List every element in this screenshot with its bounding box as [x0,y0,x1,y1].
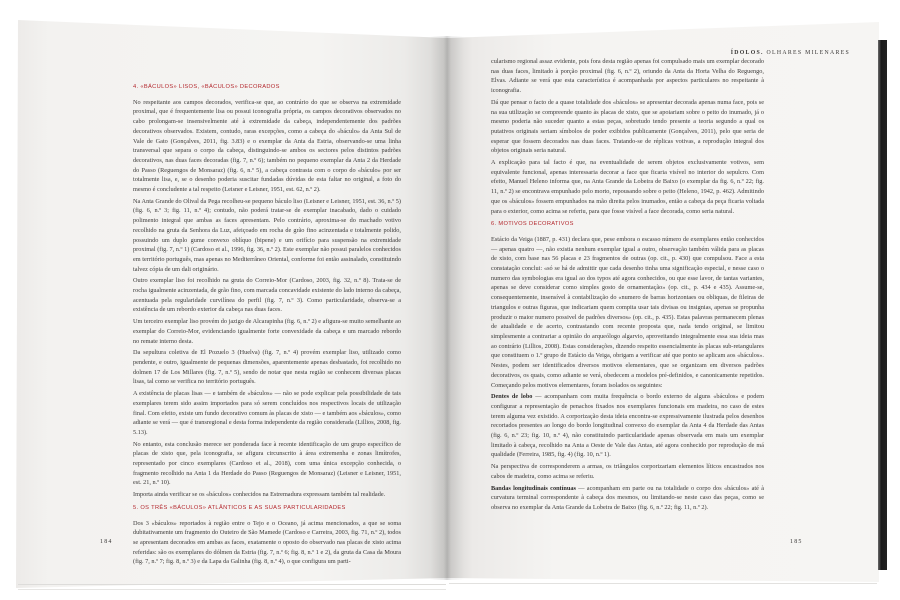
definition-term: Bandas longitudinais contínuas [491,484,576,492]
paragraph: Na perspectiva de corresponderem a armas, os triângulos corporizariam elementos líticos encastrados nos cabos de madeira, como acima se referiu. [491,463,764,480]
page-stack-edge-left [18,584,446,590]
right-page-text [491,57,764,515]
paragraph: cularismo regional assaz evidente, pois fora desta região apenas foi compulsado mais um exemplar decorado nas duas faces, limitado à porção proximal (fig. 6, n.º 2), oriundo da Anta da Horta Velha do Reguengo, Elvas. Adiante se verá que esta característica é acompanhada por aspectos particulares no respeitante à iconografia. [491,58,764,95]
section-heading: 5. OS TRÊS «BÁCULOS» ATLÂNTICOS E AS SUAS PARTICULARIDADES [133,504,346,511]
paragraph: No entanto, esta conclusão merece ser ponderada face à recente identificação de um grupo específico de placas de xisto que, pela iconografia, se afigura circunscrito à área extremenha e zonas limítrofes, representado por cinco exemplares (Cardoso et al., 2018), com uma única excepção conhecida, o fragmento recolhido na Anta 1 da Herdade do Passo (Reguengos de Monsaraz) (Leisner e Leisner, 1951, est. 21, n.º 10). [133,440,401,487]
section-heading: 6. MOTIVOS DECORATIVOS [491,221,574,228]
paragraph: Importa ainda verificar se os «báculos» conhecidos na Estremadura expressam também tal realidade. [133,491,386,499]
left-page-text [133,83,401,569]
paragraph: Dos 3 «báculos» reportados à região entre o Tejo e o Oceano, já acima mencionados, a que se soma dubitativamente um fragmento do Outeiro de São Mamede (Cardoso e Carreira, 2003, fig. 71, n.º 2), todos se apresentam decorados em ambas as faces, exatamente o oposto do observado nas placas de xisto acima referidas: são os exemplares do dólmen da Estria (fig. 7, n.º 6; fig. 8, n.º 1 e 2), da gruta da Casa da Moura (fig. 7, n.º 7; fig. 8, n.º 3) e da Lapa da Galinha (fig. 8, n.º 4), o que configura um parti- [133,519,401,566]
paragraph: Estácio da Veiga (1887, p. 431) declara que, pese embora o escasso número de exemplares então conhecidos — apenas quatro —, não existia nenhum exemplar igual a outro, observação também válida para as placas de xisto, com base nas 56 placas e 23 fragmentos de outras (op. cit., p. 430) que compulsou. Face a esta constatação conclui: «só se há de admittir que cada desenho tinha uma significação especial, e nesse caso o numero das symbologias era igual ao dos typos até agora conhecidos, ou que esse lavor, de tantas variantes, apenas se deve considerar como simples gosto de ornamentação» (op. cit., p. 434 e 435). Assume-se, consequentemente, insensível à contabilização do «numero de barras horizontaes ou obliquas, de fileiras de triangulos e outras figuras, que indicariam quem compita usar tais divisas ou insignias, apenas se propunha produzir o maior numero possivel de padrões diversos» (op. cit., p. 435). Estas palavras permanecem plenas de atualidade e de acerto, contrastando com recente proposta que, nada tendo original, se limitou simplesmente a contrariar a opinião do arqueólogo algarvio, aproveitando integralmente essa sua ideia mas ao contrário (Lillios, 2008). Estas considerações, dizendo respeito essencialmente às placas sub-retangulares que constituem o 1.º grupo de Estácio da Veiga, obrigam a verificar até que ponto se aplicam aos «báculos». Nestes, podem ser identificados diversos motivos elementares, que se organizam em diversos padrões decorativos, os quais, como adiante se verá, obedecem a modelos pré-definidos, e canonicamente repetidos. Começando pelos motivos elementares, foram isolados os seguintes: [491,235,764,389]
paragraph: No respeitante aos campos decorados, verifica-se que, ao contrário do que se observa na extremidade proximal, que é frequentemente lisa ou possui iconografia própria, os campos decorativos observados no cabo prolongam-se insensivelmente até à extremidade da cabeça, independentemente dos padrões decorativos observados. Existem, contudo, raras excepções, como a cabeça do «báculo» da Anta Sul de Vale de Gato (Gonçalves, 2011, fig. 3.83) e o exemplar da Anta da Estria, observando-se uma linha transversal que separa o corpo da cabeça, distinguindo-se ambos os sectores pelos distintos padrões decorativos, nas duas faces decoradas (fig. 7, n.º 6); também no pequeno exemplar da Anta 2 da Herdade do Passo (Reguengos de Monsaraz) (fig. 6, n.º 5), a cabeça contrasta com o corpo do «báculo» por ser totalmente lisa, e, se o desenho poderia suscitar fundadas dúvidas de esta faltar no original, a foto do mesmo é concludente a tal respeito (Leisner e Leisner, 1951, est. 62, n.º 2). [133,98,401,194]
definition-paragraph [491,484,764,513]
definition-text: — acompanham em parte ou na totalidade o corpo dos «báculos» até à curvatura terminal correspondente à cabeça dos mesmos, ou limitando-se neste caso das peças, como se observa no exemplar da Anta Grande da Lobeira de Baixo (fig. 6, n.º 22; fig. 11, n.º 2). [491,484,764,511]
page-stack-edge-right [449,580,877,584]
paragraph: Dá que pensar o facto de a quase totalidade dos «báculos» se apresentar decorada apenas numa face, pois se na sua utilização se compreende quanto às placas de xisto, que se apoiariam sobre o peito do inumado, já o mesmo poderia não suceder quanto a estas peças, sobretudo tendo presente a teoria segundo a qual os putativos originais seriam símbolos de poder exibidos publicamente (Gonçalves, 2011), pelo que seria de esperar que fossem decorados nas duas faces. Tratando-se de réplicas votivas, a reprodução integral dos objetos originais seria natural. [491,98,764,155]
running-header-subtitle: OLHARES MILENARES [766,50,850,56]
definition-term: Dentes de lobo [491,393,533,401]
paragraph: Outro exemplar liso foi recolhido na gruta do Correio-Mor (Cardoso, 2003, fig. 32, n.º 8). Trata-se de rocha igualmente acinzentada, de grão fino, com marcada concavidade existente do lado interno da cabeça, acentuada pela regularidade curvilínea do perfil (fig. 7, n.º 3). Como particularidade, observa-se a existência de um rebordo exterior da cabeça nas duas faces. [133,277,401,314]
paragraph: Na Anta Grande do Olival da Pega recolheu-se pequeno báculo liso (Leisner e Leisner, 1951, est. 36, n.º 5) (fig. 6, n.º 3; fig. 11, n.º 4); contudo, não poderá tratar-se de exemplar inacabado, dado o cuidado polimento integral que ambas as faces apresentam. Pelo contrário, aproxima-se do machado votivo recolhido na gruta da Senhora da Luz, afeiçoado em rocha de grão fino acinzentada e totalmente polido, possuindo um duplo gume convexo oblíquo (bipene) e um orifício para suspensão na extremidade proximal (fig. 7, n.º 1) (Cardoso et al., 1996, fig. 36, n.º 2). Este exemplar não possui paralelos conhecidos em território português, mas apenas no Mediterrâneo Oriental, conforme foi então assinalado, constituindo talvez cópia de um dali originário. [133,197,401,273]
page-number-right: 185 [790,539,803,545]
running-header [690,50,850,56]
definition-paragraph [491,392,764,460]
section-heading: 4. «BÁCULOS» LISOS, «BÁCULOS» DECORADOS [133,84,280,90]
paragraph: Da sepultura coletiva de El Pozuelo 3 (Huelva) (fig. 7, n.º 4) provém exemplar liso, utilizado como pendente, e outro, igualmente de pequenas dimensões, aparentemente apenas desbastado, foi recolhido no dolmen 17 de Los Millares (fig. 7, n.º 5), sendo de notar que nesta região se conhecem diversas placas lisas, tal como se verifica no território português. [133,349,401,386]
paragraph: Um terceiro exemplar liso provém do jazigo de Alcarapinha (fig. 6, n.º 2) e afigura-se muito semelhante ao exemplar do Correio-Mor, evidenciando igualmente forte convexidade da cabeça e um marcado rebordo no remate interno desta. [133,318,401,345]
gutter-shadow [430,36,464,580]
paragraph: A existência de placas lisas — e também de «báculos» — não se pode explicar pela possibilidade de tais exemplares terem sido assim importados para só serem concluídos nos respectivos locais de utilização final. Com efeito, existe um fundo decorativo comum às placas de xisto — e também aos «báculos», como adiante se verá — que é transregional e desta forma independente da região considerada (Lillios, 2008, fig. 5.13). [133,390,401,436]
page-number-left: 184 [100,539,113,545]
definition-text: — acompanham com muita frequência o bordo externo de alguns «báculos» e podem configurar a representação de penachos fixados nos exemplares funcionais em madeira, no caso de estes terem alguma vez existido. A corporização desta ideia encontra-se expressivamente ilustrada pelos desenhos recortados presentes ao longo do bordo longitudinal convexo do exemplar da Anta 4 da Herdade das Antas (fig. 6, n.º 23; fig. 10, n.º 4), não constituindo particularidade apenas observada em mais um exemplar limitado à cabeça, recolhido na Anta a Oeste de Vale das Antas, até agora conhecido por reprodução de má qualidade (Ferreira, 1985, fig. 4) (fig. 10, n.º 1). [491,393,765,459]
running-header-title: ÍDOLOS. [730,50,764,56]
book-cover-edge [878,40,887,570]
paragraph: A explicação para tal facto é que, na eventualidade de serem objetos exclusivamente votivos, sem equivalente funcional, apenas interessaria decorar a face que ficaria visível no interior do sepulcro. Com efeito, Manuel Heleno informa que, na Anta Grande da Lobeira de Baixo (o exemplar da fig. 6, n.º 22; fig. 11, n.º 2) se encontrava empunhado pelo morto, repousando sobre o peito (Heleno, 1942, p. 462). Admitindo que os «báculos» fossem empunhados na mão direita pelos inumados, então a cabeça da peça ficaria voltada para o exterior, como acima se referiu, para que fosse visível a face decorada, como seria natural. [491,159,764,215]
